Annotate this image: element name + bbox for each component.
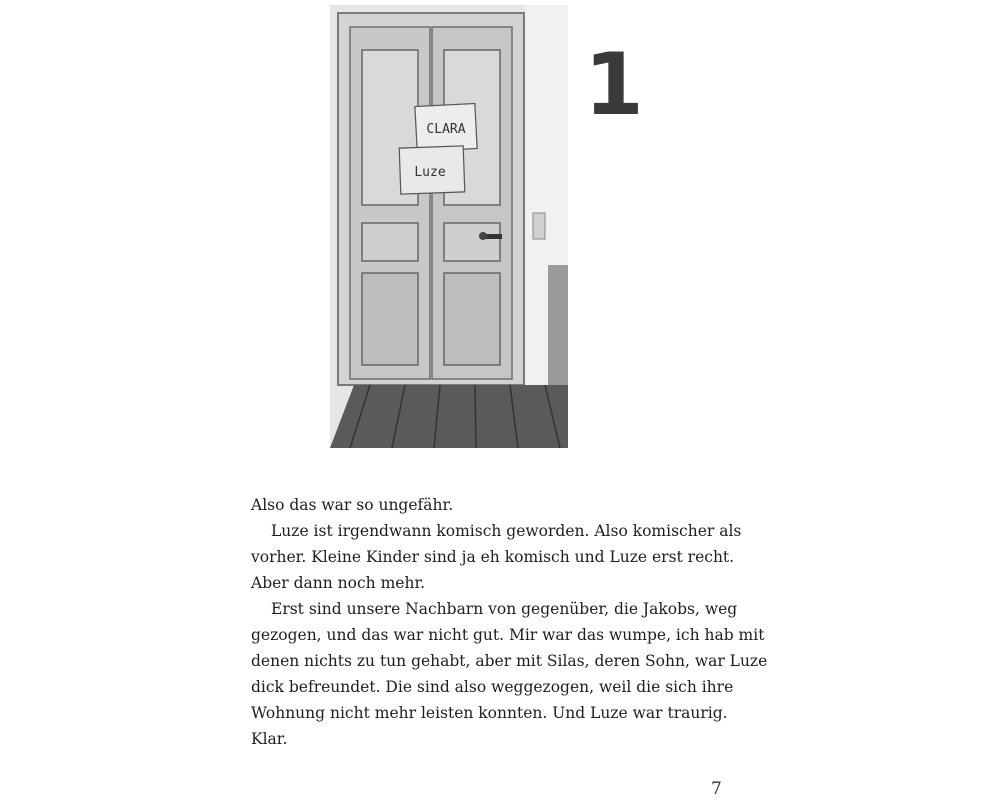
chapter-number: 1 (584, 35, 644, 135)
page-number: 7 (711, 779, 722, 799)
body-text (251, 492, 768, 752)
door-sign-top-text: CLARA (426, 122, 466, 137)
text-line: denen nichts zu tun gehabt, aber mit Silas, deren Sohn, war Luze (251, 652, 768, 670)
text-line: Luze ist irgendwann komisch geworden. Also komischer als (271, 522, 742, 540)
text-line: Wohnung nicht mehr leisten konnten. Und Luze war traurig. (251, 704, 728, 722)
text-line: Also das war so ungefähr. (251, 496, 454, 514)
text-line: gezogen, und das war nicht gut. Mir war das wumpe, ich hab mit (251, 626, 765, 644)
text-line: Klar. (251, 730, 288, 748)
chapter-photo-door (330, 5, 568, 448)
text-line: Erst sind unsere Nachbarn von gegenüber, die Jakobs, weg (271, 600, 738, 618)
text-line: vorher. Kleine Kinder sind ja eh komisch und Luze erst recht. (251, 548, 735, 566)
door-sign-bottom-text: Luze (414, 165, 446, 180)
text-line: Aber dann noch mehr. (251, 574, 426, 592)
text-line: dick befreundet. Die sind also weggezogen, weil die sich ihre (251, 678, 734, 696)
